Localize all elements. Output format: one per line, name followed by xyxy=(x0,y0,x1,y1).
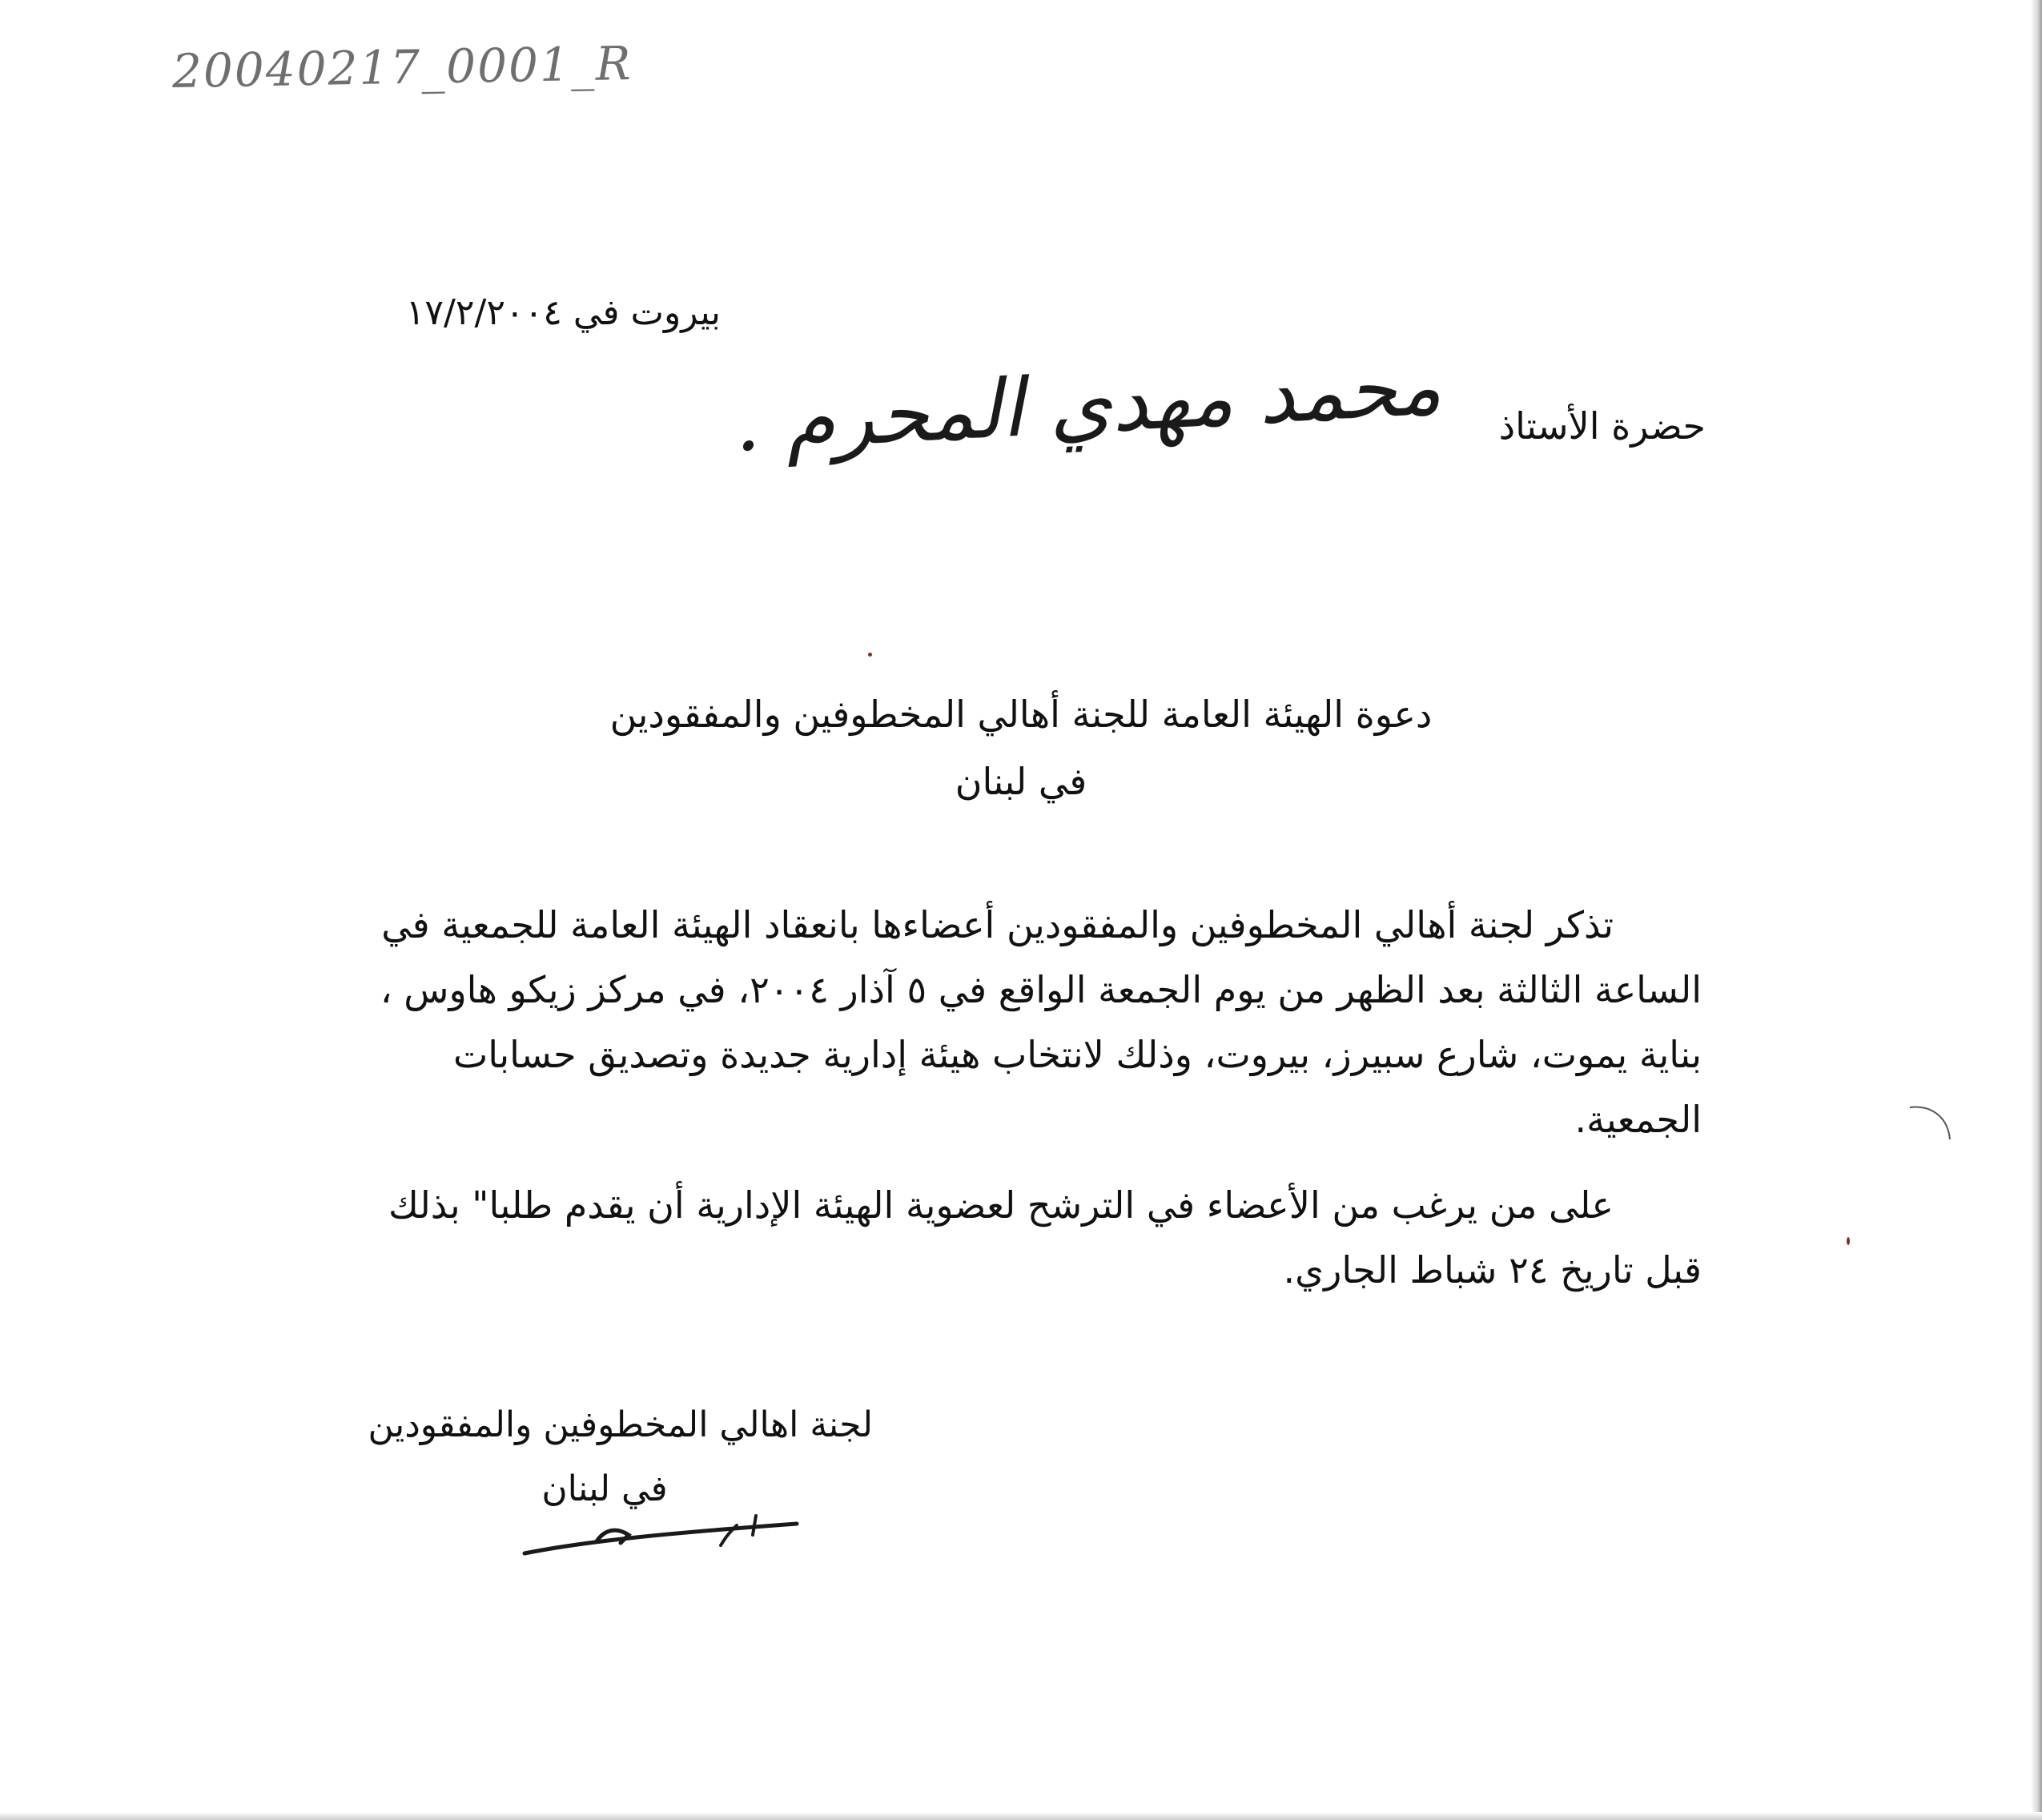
paragraph-1-line-2: الساعة الثالثة بعد الظهر من يوم الجمعة الواقع في ٥ آذار ٢٠٠٤، في مركز زيكو هاوس ، xyxy=(380,968,1702,1011)
archive-number: 20040217_0001_R xyxy=(171,35,633,99)
paragraph-1-line-3: بناية يموت، شارع سبيرز، بيروت، وذلك لانتخاب هيئة إدارية جديدة وتصديق حسابات xyxy=(453,1033,1702,1076)
scan-speck xyxy=(1847,1237,1850,1245)
paragraph-2 xyxy=(316,1173,1702,1303)
paragraph-2-line-2: قبل تاريخ ٢٤ شباط الجاري. xyxy=(1283,1248,1702,1292)
paragraph-1-line-1: تذكر لجنة أهالي المخطوفين والمفقودين أعضاءها بانعقاد الهيئة العامة للجمعية في xyxy=(381,903,1614,946)
signature-country: في لبنان xyxy=(541,1468,668,1509)
dateline: بيروت في ١٧/٢/٢٠٠٤ xyxy=(405,292,721,333)
paragraph-1-line-4: الجمعية. xyxy=(1574,1098,1702,1141)
addressee-prefix: حضرة الأستاذ xyxy=(1498,404,1706,448)
paragraph-2-line-1: على من يرغب من الأعضاء في الترشح لعضوية الهيئة الإدارية أن يقدم طلبا" بذلك xyxy=(388,1183,1614,1227)
scan-edge-arc xyxy=(1906,1101,1954,1149)
title-line-1: دعوة الهيئة العامة للجنة أهالي المخطوفين والمفقودين xyxy=(609,693,1433,736)
paragraph-1 xyxy=(316,893,1702,1152)
scan-speck xyxy=(868,653,872,657)
scan-page-edge-right xyxy=(2031,0,2042,1820)
addressee-name-handwritten: محمد مهدي المحرم . xyxy=(732,339,1444,470)
signature-stroke-main xyxy=(525,1524,797,1553)
signature-organization: لجنة اهالي المخطوفين والمفقودين xyxy=(368,1404,873,1445)
handwritten-signature xyxy=(521,1485,809,1565)
document-title xyxy=(561,681,1481,815)
title-line-2: في لبنان xyxy=(955,760,1087,803)
scan-page-edge-bottom xyxy=(0,1812,2042,1820)
